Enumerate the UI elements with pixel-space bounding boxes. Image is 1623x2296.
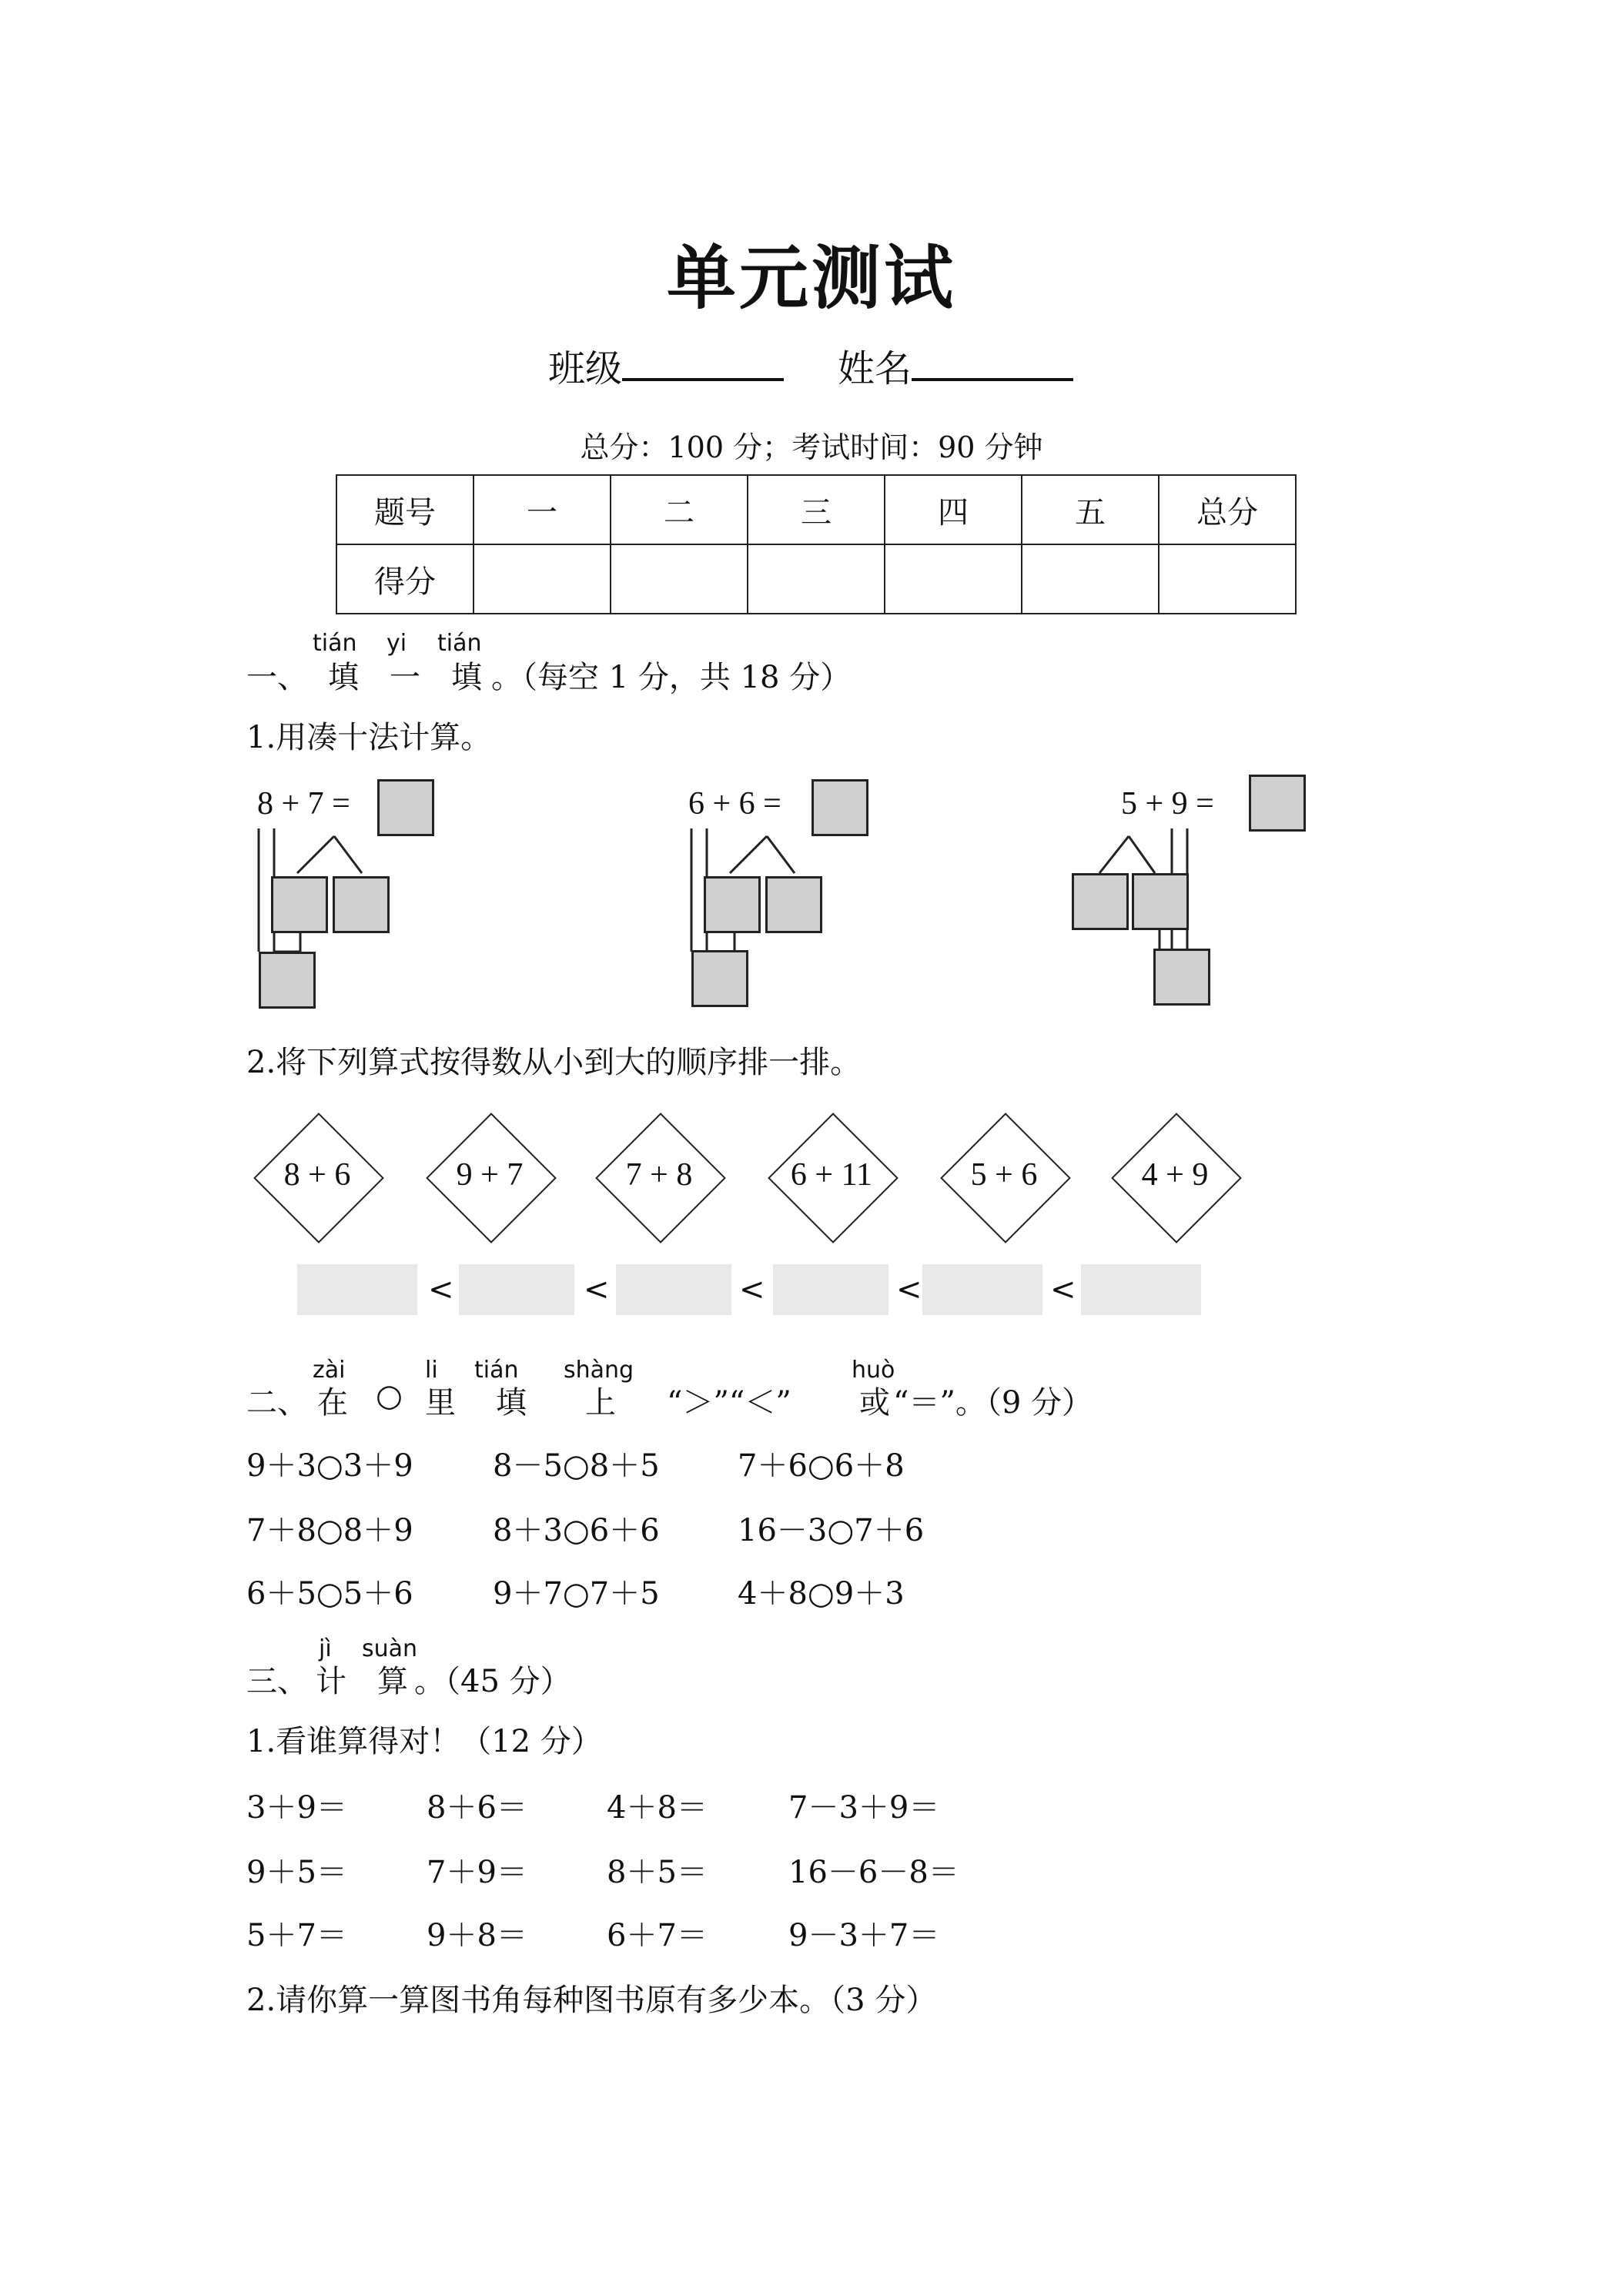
diamond-expression: 6 + 11	[790, 1157, 873, 1193]
make-ten-equation: 8 + 7 =	[257, 786, 350, 822]
section2-char: 在	[317, 1385, 348, 1421]
less-than-sign: <	[584, 1272, 610, 1307]
pinyin: suàn	[362, 1635, 418, 1662]
pinyin: li	[425, 1357, 438, 1384]
section3-char: 算	[377, 1664, 408, 1699]
make-ten-equation: 5 + 9 =	[1121, 786, 1214, 822]
order-answer-box[interactable]	[922, 1264, 1042, 1315]
answer-box[interactable]	[377, 779, 434, 836]
score-header-cell: 一	[474, 475, 611, 544]
compare-item[interactable]: 4＋8○9＋3	[738, 1576, 905, 1612]
pinyin: tián	[474, 1357, 519, 1384]
split-box[interactable]	[333, 876, 390, 933]
section3-suffix: 。（45 分）	[414, 1664, 571, 1699]
section2-char: 里	[425, 1385, 456, 1421]
pinyin-tian: tián	[313, 630, 357, 657]
page-title: 单元测试	[667, 238, 956, 319]
section2-number: 二、	[246, 1385, 308, 1421]
pinyin: huò	[852, 1357, 895, 1384]
pinyin-tian: tián	[437, 630, 482, 657]
section1-char: 填	[328, 660, 359, 695]
section1-number: 一、	[246, 660, 308, 695]
less-than-sign: <	[896, 1272, 922, 1307]
section1-char: 一	[390, 660, 420, 695]
section2-char: 或	[859, 1385, 890, 1421]
calc-item[interactable]: 7－3＋9＝	[788, 1790, 940, 1826]
pinyin-yi: yi	[387, 630, 407, 657]
question-1-2-label: 2.将下列算式按得数从小到大的顺序排一排。	[246, 1045, 862, 1080]
calc-item[interactable]: 3＋9＝	[246, 1790, 347, 1826]
diamond-expression: 9 + 7	[456, 1157, 524, 1193]
score-row-label: 得分	[336, 544, 474, 614]
calc-item[interactable]: 8＋5＝	[607, 1855, 708, 1890]
circle-placeholder: ○	[376, 1378, 403, 1414]
sum-box[interactable]	[691, 950, 748, 1007]
comparison-symbols: “＞”“＜”	[667, 1385, 791, 1421]
diamond-expression: 7 + 8	[625, 1157, 693, 1193]
less-than-sign: <	[428, 1272, 454, 1307]
order-answer-box[interactable]	[773, 1264, 888, 1315]
sum-box[interactable]	[259, 952, 316, 1009]
compare-item[interactable]: 7＋8○8＋9	[246, 1513, 413, 1548]
order-answer-box[interactable]	[297, 1264, 417, 1315]
compare-item[interactable]: 9＋3○3＋9	[246, 1448, 413, 1484]
question-3-2-label: 2.请你算一算图书角每种图书原有多少本。（3 分）	[246, 1983, 937, 2018]
exam-info: 总分：100 分；考试时间：90 分钟	[580, 430, 1043, 464]
score-header-cell: 四	[885, 475, 1022, 544]
make-ten-equation: 6 + 6 =	[688, 786, 781, 822]
calc-item[interactable]: 7＋9＝	[427, 1855, 527, 1890]
calc-item[interactable]: 8＋6＝	[427, 1790, 527, 1826]
split-box[interactable]	[765, 876, 822, 933]
score-header-cell: 二	[611, 475, 748, 544]
split-box[interactable]	[1072, 873, 1129, 930]
calc-item[interactable]: 9－3＋7＝	[788, 1918, 940, 1953]
section3-char: 计	[316, 1664, 346, 1699]
score-header-cell: 五	[1022, 475, 1159, 544]
order-answer-box[interactable]	[616, 1264, 731, 1315]
calc-item[interactable]: 16－6－8＝	[788, 1855, 959, 1890]
diamond-expression: 4 + 9	[1141, 1157, 1209, 1193]
compare-item[interactable]: 9＋7○7＋5	[493, 1576, 660, 1612]
section2-char: 上	[585, 1385, 616, 1421]
split-box[interactable]	[271, 876, 328, 933]
less-than-sign: <	[1050, 1272, 1076, 1307]
diamond-expression: 8 + 6	[283, 1157, 351, 1193]
score-header-cell: 三	[748, 475, 885, 544]
split-box[interactable]	[704, 876, 761, 933]
split-box[interactable]	[1132, 873, 1189, 930]
compare-item[interactable]: 6＋5○5＋6	[246, 1576, 413, 1612]
question-3-1-label: 1.看谁算得对！（12 分）	[246, 1724, 602, 1759]
calc-item[interactable]: 5＋7＝	[246, 1918, 347, 1953]
calc-item[interactable]: 9＋8＝	[427, 1918, 527, 1953]
question-1-1-label: 1.用凑十法计算。	[246, 720, 492, 755]
answer-box[interactable]	[812, 779, 868, 836]
sum-box[interactable]	[1153, 949, 1210, 1006]
score-header-cell: 题号	[336, 475, 474, 544]
compare-item[interactable]: 8＋3○6＋6	[493, 1513, 660, 1548]
answer-box[interactable]	[1249, 775, 1306, 832]
section2-char: 填	[496, 1385, 527, 1421]
pinyin: jì	[319, 1635, 332, 1662]
compare-item[interactable]: 7＋6○6＋8	[738, 1448, 905, 1484]
pinyin: zài	[313, 1357, 346, 1384]
pinyin: shàng	[564, 1357, 634, 1384]
diamond-expression: 5 + 6	[970, 1157, 1038, 1193]
section2-tail: “＝”。（9 分）	[893, 1385, 1093, 1421]
calc-item[interactable]: 9＋5＝	[246, 1855, 347, 1890]
section1-suffix: 。（每空 1 分，共 18 分）	[491, 660, 852, 695]
compare-item[interactable]: 16－3○7＋6	[738, 1513, 925, 1548]
section1-char: 填	[451, 660, 482, 695]
section3-number: 三、	[246, 1664, 308, 1699]
compare-item[interactable]: 8－5○8＋5	[493, 1448, 660, 1484]
calc-item[interactable]: 4＋8＝	[607, 1790, 708, 1826]
name-label: 姓名	[838, 347, 912, 390]
order-answer-box[interactable]	[1081, 1264, 1201, 1315]
score-header-cell: 总分	[1159, 475, 1296, 544]
calc-item[interactable]: 6＋7＝	[607, 1918, 708, 1953]
class-label: 班级	[548, 347, 623, 390]
less-than-sign: <	[739, 1272, 765, 1307]
order-answer-box[interactable]	[459, 1264, 574, 1315]
